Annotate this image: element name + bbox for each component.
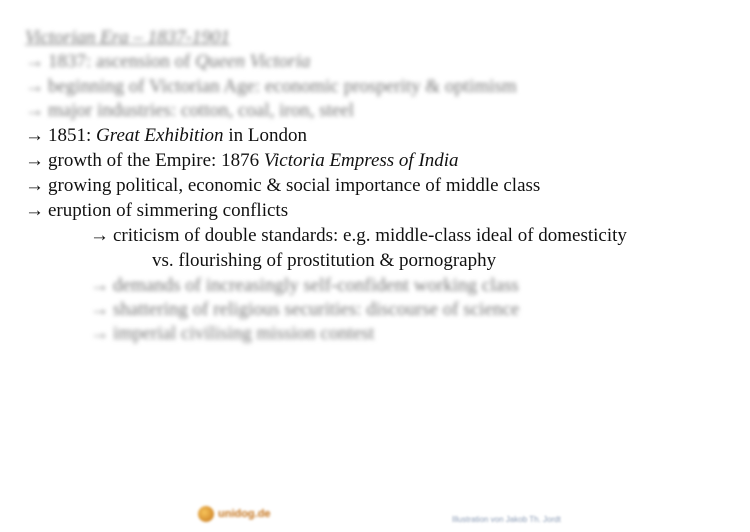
arrow-icon: → — [25, 51, 44, 72]
arrow-icon: → — [25, 200, 44, 221]
arrow-icon: → — [90, 299, 109, 320]
arrow-icon: → — [25, 175, 44, 196]
arrow-icon: → — [25, 100, 44, 121]
bullet-line: → beginning of Victorian Age: economic prosperity & optimism — [25, 76, 517, 97]
arrow-icon: → — [25, 76, 44, 97]
footer-credit: Illustration von Jakob Th. Jordt — [452, 515, 561, 524]
arrow-icon: → — [25, 125, 44, 146]
bullet-line: → eruption of simmering conflicts — [25, 200, 289, 221]
arrow-icon: → — [25, 150, 44, 171]
bullet-line: → 1851: Great Exhibition in London — [25, 125, 307, 146]
bullet-line: → growth of the Empire: 1876 Victoria Empress of India — [25, 150, 459, 171]
sub-bullet-line: → shattering of religious securities: discourse of science — [90, 299, 520, 320]
continuation-line: vs. flourishing of prostitution & pornography — [152, 250, 497, 271]
bullet-line: → growing political, economic & social importance of middle class — [25, 175, 541, 196]
arrow-icon: → — [90, 323, 109, 344]
sub-bullet-line: → criticism of double standards: e.g. middle-class ideal of domesticity — [90, 225, 627, 246]
arrow-icon: → — [90, 225, 109, 246]
arrow-icon: → — [90, 275, 109, 296]
document-title: Victorian Era – 1837-1901 — [25, 27, 230, 48]
bullet-line: → major industries: cotton, coal, iron, steel — [25, 100, 355, 121]
logo-text: unidog.de — [218, 508, 271, 520]
sub-bullet-line: → demands of increasingly self-confident working class — [90, 275, 519, 296]
watermark — [505, 120, 545, 370]
sub-bullet-line: → imperial civilising mission contest — [90, 323, 375, 344]
bullet-line: → 1837: ascension of Queen Victoria — [25, 51, 311, 72]
site-logo — [198, 506, 271, 522]
dog-logo-icon — [198, 506, 214, 522]
